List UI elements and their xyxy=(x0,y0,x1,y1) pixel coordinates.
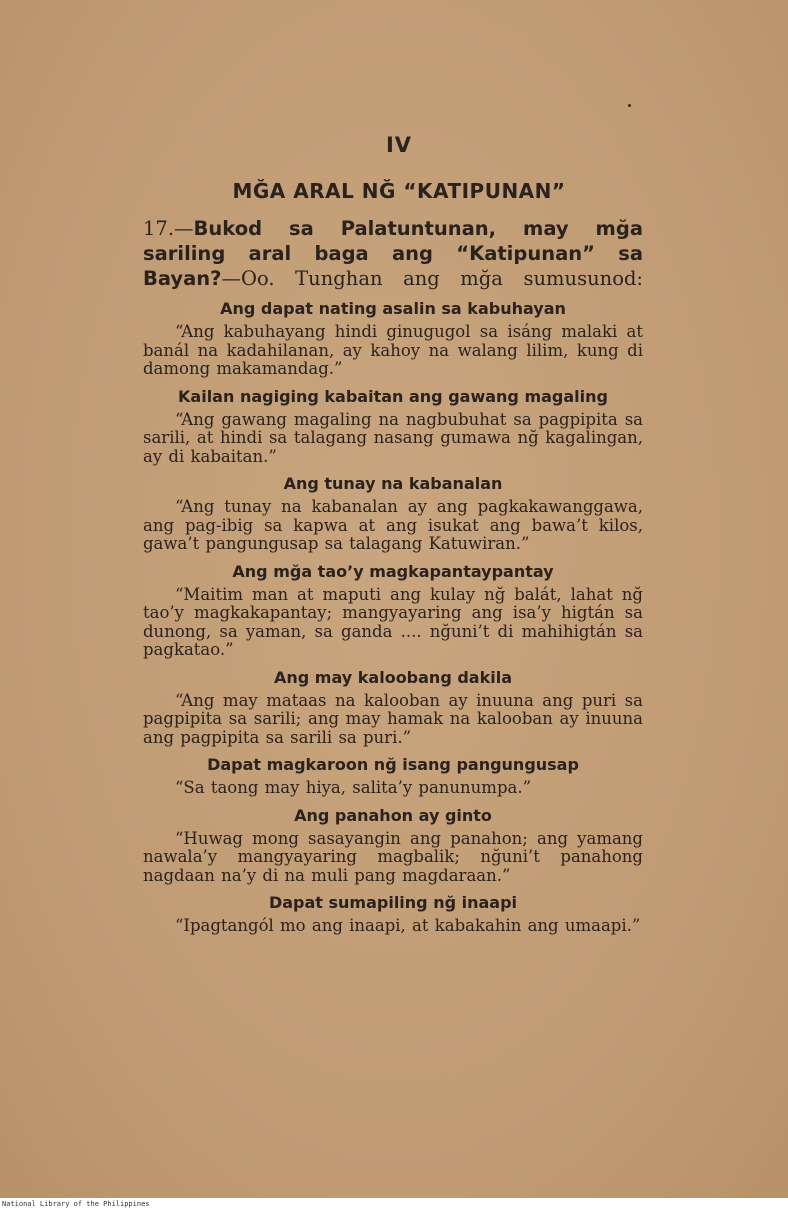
question-text: Bukod sa Palatuntunan, may mğa sariling aral baga ang “Katipunan” sa Bayan? xyxy=(143,217,643,290)
section-heading: Ang tunay na kabanalan xyxy=(283,474,503,493)
question-number: 17.— xyxy=(143,217,194,240)
section-6 xyxy=(143,755,643,798)
section-heading: Kailan nagiging kabaitan ang gawang magaling xyxy=(178,386,608,406)
section-heading: Dapat magkaroon nğ isang pangungusap xyxy=(207,755,579,774)
chapter-title: MĞA ARAL NĞ “KATIPUNAN” xyxy=(232,179,566,203)
paper-speck xyxy=(628,104,631,107)
chapter-number: IV xyxy=(385,133,413,157)
section-3 xyxy=(143,474,643,554)
section-heading: Ang panahon ay ginto xyxy=(294,805,492,825)
section-text: “Ang may mataas na kalooban ay inuuna ang puri sa pagpipita sa sarili; ang may hamak na kalooban ay inuuna ang pagpipita sa sarili sa puri.” xyxy=(143,690,643,747)
section-text: “Sa taong may hiya, salita’y panunumpa.” xyxy=(175,778,532,797)
section-text: “Huwag mong sasayangin ang panahon; ang yamang nawala’y mangyayaring magbalik; nğuni’t panahong nagdaan na’y di na muli pang magdaraan.” xyxy=(143,828,643,885)
section-text: “Ang tunay na kabanalan ay ang pagkakawanggawa, ang pag-ibig sa kapwa at ang isukat ang bawa’t kilos, gawa’t pangungusap sa talagang Katuwiran.” xyxy=(143,497,643,553)
question-answer: —Oo. Tunghan ang mğa sumusunod: xyxy=(221,267,643,290)
section-5 xyxy=(143,668,643,748)
page-content xyxy=(143,130,643,936)
section-text: “Ang gawang magaling na nagbubuhat sa pagpipita sa sarili, at hindi sa talagang nasang gumawa nğ kagalingan, ay di kabaitan.” xyxy=(143,409,643,466)
section-heading: Ang mğa tao’y magkapantaypantay xyxy=(232,561,554,581)
section-7 xyxy=(143,806,643,886)
section-8 xyxy=(143,893,643,936)
section-heading: Ang may kaloobang dakila xyxy=(274,667,512,687)
section-text: “Ipagtangól mo ang inaapi, at kabakahin ang umaapi.” xyxy=(175,916,641,935)
library-credit: National Library of the Philippines xyxy=(2,1200,150,1208)
section-1 xyxy=(143,299,643,379)
question-17 xyxy=(143,216,643,291)
section-heading: Ang dapat nating asalin sa kabuhayan xyxy=(220,299,566,318)
section-2 xyxy=(143,387,643,467)
section-text: “Ang kabuhayang hindi ginugugol sa isáng malaki at banál na kadahilanan, ay kahoy na walang lilim, kung di damong makamandag.” xyxy=(143,322,643,378)
section-4 xyxy=(143,562,643,660)
section-text: “Maitim man at maputi ang kulay nğ balát, lahat nğ tao’y magkakapantay; mangyayaring ang isa’y higtán sa dunong, sa yaman, sa ganda .... nğuni’t di mahihigtán sa pagkatao.” xyxy=(143,584,643,659)
section-heading: Dapat sumapiling nğ inaapi xyxy=(268,893,518,912)
